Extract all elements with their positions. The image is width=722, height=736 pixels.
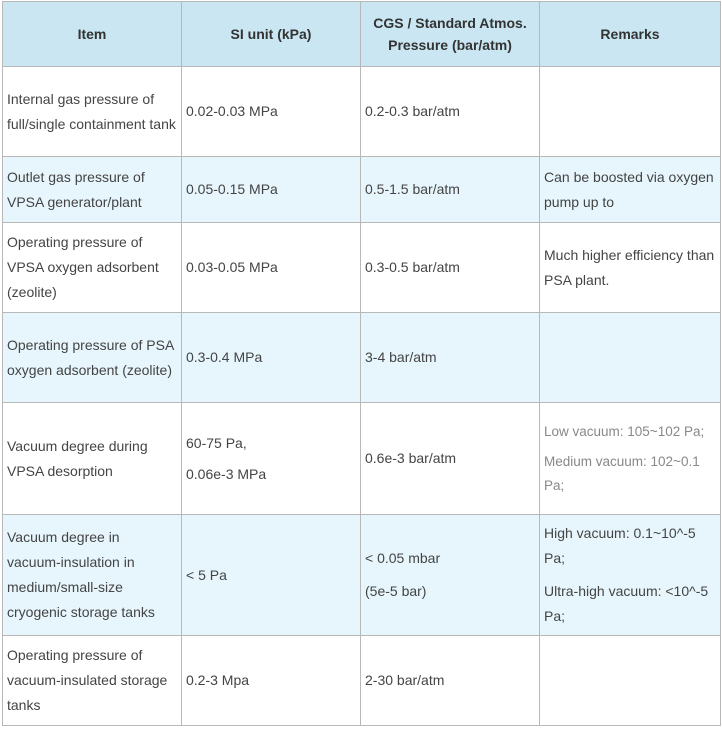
header-item: Item (3, 2, 182, 67)
item-cell: Operating pressure of VPSA oxygen adsorbent (zeolite) (3, 223, 182, 313)
si-cell: 0.03-0.05 MPa (182, 223, 361, 313)
remark-ultra-high-vacuum: Ultra-high vacuum: <10^-5 Pa; (544, 583, 709, 624)
item-cell: Vacuum degree in vacuum-insulation in medium/small-size cryogenic storage tanks (3, 515, 182, 636)
si-cell: 0.05-0.15 MPa (182, 157, 361, 223)
si-cell: 0.02-0.03 MPa (182, 67, 361, 157)
table-row (3, 515, 721, 636)
cgs-value-mbar: < 0.05 mbar (365, 550, 441, 566)
cgs-cell (361, 515, 540, 636)
item-cell: Vacuum degree during VPSA desorption (3, 403, 182, 515)
si-cell (182, 403, 361, 515)
cgs-cell: 0.5-1.5 bar/atm (361, 157, 540, 223)
table-row (3, 313, 721, 403)
table-row (3, 223, 721, 313)
si-cell: < 5 Pa (182, 515, 361, 636)
remarks-cell (540, 515, 721, 636)
table-row (3, 67, 721, 157)
item-cell: Internal gas pressure of full/single containment tank (3, 67, 182, 157)
cgs-cell: 0.3-0.5 bar/atm (361, 223, 540, 313)
si-cell: 0.3-0.4 MPa (182, 313, 361, 403)
cgs-cell: 3-4 bar/atm (361, 313, 540, 403)
cgs-value-bar: (5e-5 bar) (365, 583, 427, 599)
item-cell: Operating pressure of vacuum-insulated storage tanks (3, 636, 182, 726)
header-si-unit: SI unit (kPa) (182, 2, 361, 67)
cgs-cell: 0.2-0.3 bar/atm (361, 67, 540, 157)
remark-low-vacuum: Low vacuum: 105~102 Pa; (544, 423, 705, 439)
table-row (3, 636, 721, 726)
cgs-cell: 0.6e-3 bar/atm (361, 403, 540, 515)
si-value-pa: 60-75 Pa, (186, 434, 247, 451)
header-cgs-unit: CGS / Standard Atmos. Pressure (bar/atm) (361, 2, 540, 67)
remark-medium-vacuum: Medium vacuum: 102~0.1 Pa; (544, 453, 700, 493)
table-row (3, 403, 721, 515)
remarks-cell (540, 67, 721, 157)
remark-high-vacuum: High vacuum: 0.1~10^-5 Pa; (544, 525, 696, 566)
table-row (3, 157, 721, 223)
header-row (3, 2, 721, 67)
pressure-table (2, 1, 721, 726)
item-cell: Outlet gas pressure of VPSA generator/plant (3, 157, 182, 223)
si-cell: 0.2-3 Mpa (182, 636, 361, 726)
remarks-cell (540, 403, 721, 515)
cgs-cell: 2-30 bar/atm (361, 636, 540, 726)
header-remarks: Remarks (540, 2, 721, 67)
remarks-cell (540, 636, 721, 726)
si-value-mpa: 0.06e-3 MPa (186, 465, 267, 482)
remarks-cell: Can be boosted via oxygen pump up to (540, 157, 721, 223)
item-cell: Operating pressure of PSA oxygen adsorbent (zeolite) (3, 313, 182, 403)
remarks-cell: Much higher efficiency than PSA plant. (540, 223, 721, 313)
remarks-cell (540, 313, 721, 403)
